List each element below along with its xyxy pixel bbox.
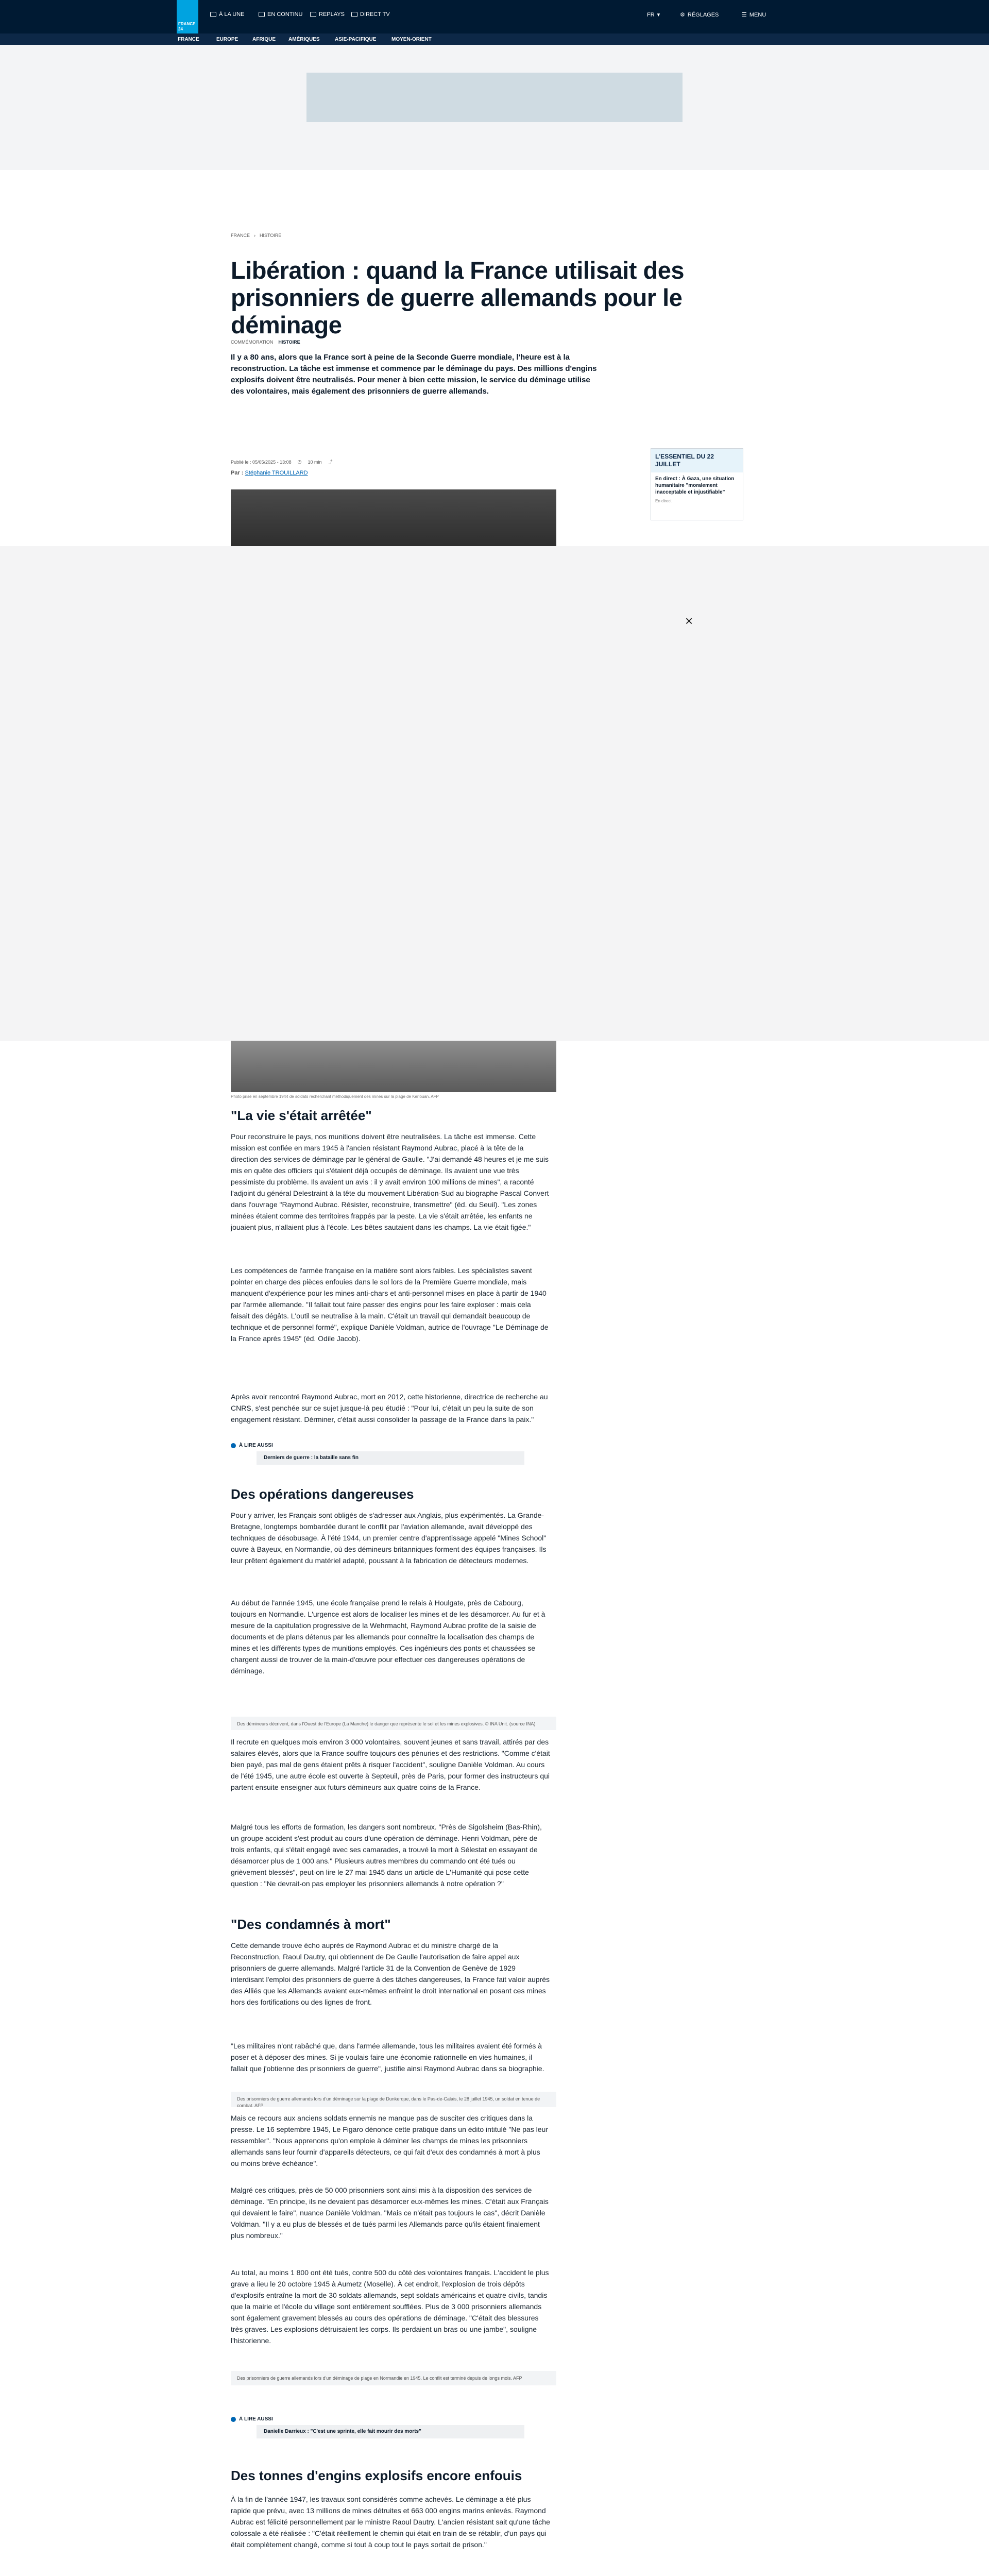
byline: Par : Stéphanie TROUILLARD <box>231 470 308 476</box>
publish-date: Publié le : 05/05/2025 - 13:08 <box>231 459 292 465</box>
photo-embed-caption: Des prisonniers de guerre allemands lors d'un déminage de plage en Normandie en 1945. Le conflit est terminé depuis de longs mois. AFP <box>231 2371 556 2385</box>
video-embed[interactable]: Des démineurs décrivent, dans l'Ouest de l'Europe (La Manche) le danger que représente le sol et les mines explosives. © INA Unit. (source INA) <box>231 1717 556 1730</box>
subnav-asie-pacifique[interactable]: ASIE-PACIFIQUE <box>335 37 377 42</box>
ad-area <box>0 45 989 170</box>
lire-aussi-link[interactable]: Danielle Darrieux : "C'est une sprinte, elle fait mourir des morts" <box>257 2425 524 2438</box>
nav-direct-tv[interactable]: DIRECT TV <box>351 11 390 18</box>
essentiel-card[interactable] <box>651 448 743 520</box>
author-link[interactable]: Stéphanie TROUILLARD <box>245 470 308 476</box>
heading-operations: Des opérations dangereuses <box>231 1486 414 1502</box>
menu-button[interactable]: ☰ MENU <box>742 11 766 18</box>
subnav-afrique[interactable]: AFRIQUE <box>252 37 276 42</box>
photo-embed-caption: Des prisonniers de guerre allemands lors d'un déminage sur la plage de Dunkerque, dans le Pas-de-Calais, le 28 juillet 1945, un soldat en tenue de combat. AFP <box>231 2092 556 2107</box>
paragraph: Cette demande trouve écho auprès de Raymond Aubrac et du ministre chargé de la Reconstruction, Raoul Dautry, qui obtiennent de De Gaulle l'autorisation de faire appel aux prisonniers de guerre allemands. Malgré l'article 31 de la Convention de Genève de 1929 interdisant l'emploi des prisonniers de guerre à des tâches dangereuses, la France fait valoir auprès des Alliés que les Allemands avaient eux-mêmes enfreint le droit international en posant ces mines hors des fortifications ou des lignes de front. <box>231 1941 550 2006</box>
breadcrumb-france[interactable]: FRANCE <box>231 233 250 238</box>
heading-vie-arretee: "La vie s'était arrêtée" <box>231 1108 372 1123</box>
subnav-ameriques[interactable]: AMÉRIQUES <box>288 37 320 42</box>
article-lead: Il y a 80 ans, alors que la France sort à peine de la Seconde Guerre mondiale, l'heure est à la reconstruction. La tâche est immense et commence par le déminage du pays. Des millions d'engins explosifs doivent être neutralisés. Pour mener à bien cette mission, le service du déminage utilise des volontaires, mais également des prisonniers de guerre allemands. <box>231 353 597 396</box>
paragraph: À la fin de l'année 1947, les travaux sont considérés comme achevés. Le déminage a été plus rapide que prévu, avec 13 millions de mines détruites et 663 000 engins marins enlevés. Raymond Aubrac est félicité personnellement par le ministre Raoul Dautry. L'ancien résistant sait qu'une tâche colossale a été réalisée : "C'était réellement le chemin qui était en train de se rétablir, d'un pays qui était complètement changé, comme si tout à coup tout le pays sortait de prison." <box>231 2495 550 2549</box>
region-navigation <box>0 33 989 45</box>
breadcrumb-histoire[interactable]: HISTOIRE <box>260 233 282 238</box>
lire-aussi-link[interactable]: Derniers de guerre : la bataille sans fin <box>257 1451 524 1465</box>
paragraph: Au début de l'année 1945, une école française prend le relais à Houlgate, près de Cabourg, toujours en Normandie. L'urgence est alors de localiser les mines et de les désamorcer. Au fur et à mesure de la capitulation progressive de la Wehrmacht, Raymond Aubrac profite de la saisie de documents et de plans détenus par les allemands pour connaître la localisation des champs de mines et les différents types de munitions employés. Ces ingénieurs des ponts et chaussées se chargent aussi de trouver de la main-d'œuvre pour effectuer ces dangereuses opérations de déminage. <box>231 1599 545 1675</box>
lire-aussi-block: À LIRE AUSSI Danielle Darrieux : "C'est une sprinte, elle fait mourir des morts" <box>231 2416 550 2438</box>
nav-en-continu[interactable]: EN CONTINU <box>259 11 302 18</box>
close-icon[interactable]: × <box>685 613 693 629</box>
plus-icon <box>231 2417 236 2422</box>
article-photo-bottom <box>231 1041 556 1092</box>
gear-icon: ⚙ <box>680 12 685 18</box>
paragraph: Après avoir rencontré Raymond Aubrac, mort en 2012, cette historienne, directrice de recherche au CNRS, s'est penchée sur ce sujet jusque-là peu étudié : "Pour lui, c'était un peu la suite de son engagement résistant. Dérminer, c'était aussi consolider la passage de la France dans la paix." <box>231 1393 548 1423</box>
paragraph: Malgré tous les efforts de formation, les dangers sont nombreux. "Près de Sigolsheim (Bas-Rhin), un groupe accident s'est produit au cours d'une opération de déminage. Henri Voldman, père de trois enfants, qui s'était engagé avec ses camarades, a trouvé la mort à Sélestat en essayant de désamorcer plus de 1 000 ans." Plusieurs autres membres du commando ont été tués ou grièvement blessés", peut-on lire le 27 mai 1945 dans un article de L'Humanité qui pose cette question : "Ne devrait-on pas employer les prisonniers allemands à notre opération ?" <box>231 1823 542 1888</box>
paragraph: Mais ce recours aux anciens soldats ennemis ne manque pas de susciter des critiques dans la presse. Le 16 septembre 1945, Le Figaro dénonce cette pratique dans un édito intitulé "Ne pas leur ressembler". "Nous apprenons qu'on emploie à déminer les champs de mines les prisonniers allemands sans leur fournir d'appareils détecteurs, ce qui fait d'eux des condamnés à mort à plus ou moins brève échéance". <box>231 2114 548 2167</box>
breadcrumb: FRANCE › HISTOIRE <box>231 233 282 238</box>
top-navigation-bar <box>0 0 989 33</box>
photo-caption: Photo prise en septembre 1944 de soldats recherchant méthodiquement des mines sur la plage de Kerlouan. AFP <box>231 1094 439 1099</box>
label-histoire[interactable]: HISTOIRE <box>278 340 300 345</box>
paragraph: Les compétences de l'armée française en la matière sont alors faibles. Les spécialistes savent pointer en charge des pièces enfouies dans le sol lors de la Première Guerre mondiale, mais manquent d'expérience pour les mines anti-chars et anti-personnel mises en place à partir de 1940 par l'armée allemande. "Il fallait tout faire passer des engins pour les faire exploser : mais cela faisait des dégâts. L'outil se neutralise à la main. C'était un travail qui demandait beaucoup de technique et de personnel formé", explique Danièle Voldman, autrice de l'ouvrage "Le Déminage de la France après 1945" (éd. Odile Jacob). <box>231 1266 549 1343</box>
subnav-europe[interactable]: EUROPE <box>216 37 238 42</box>
tv-icon <box>351 12 357 17</box>
settings-button[interactable]: ⚙ RÉGLAGES <box>680 11 719 18</box>
clock-icon: ◷ <box>297 459 302 464</box>
article-meta <box>231 459 447 465</box>
article-labels <box>231 340 300 345</box>
video-overlay <box>0 546 989 1041</box>
list-icon <box>259 12 265 17</box>
heading-condamnes: "Des condamnés à mort" <box>231 1917 391 1932</box>
essentiel-tag: En direct <box>655 499 672 503</box>
paragraph: Pour y arriver, les Français sont obligés de s'adresser aux Anglais, plus expérimentés. La Grande-Bretagne, longtemps bombardée durant le conflit par l'aviation allemande, avait développé des techniques de désobusage. À l'été 1944, un premier centre d'apprentissage appelé "Mines School" ouvre à Bayeux, en Normandie, où des démineurs britanniques forment des équipes françaises. Ils leur prêtent également du matériel adapté, poussant à la fabrication de détecteurs modernes. <box>231 1511 547 1565</box>
subnav-moyen-orient[interactable]: MOYEN-ORIENT <box>391 37 432 42</box>
home-icon <box>210 12 216 17</box>
share-icon[interactable]: ⤴ <box>328 460 333 465</box>
subnav-france[interactable]: FRANCE <box>178 37 199 42</box>
menu-icon: ☰ <box>742 12 747 18</box>
essentiel-text[interactable]: En direct : À Gaza, une situation humanitaire "moralement inacceptable et injustifiable" <box>655 476 735 495</box>
lire-aussi-block: À LIRE AUSSI Derniers de guerre : la bataille sans fin <box>231 1443 550 1465</box>
nav-a-la-une[interactable]: À LA UNE <box>210 11 245 18</box>
heading-tonnes: Des tonnes d'engins explosifs encore enfouis <box>231 2468 522 2483</box>
france24-logo[interactable]: FRANCE 24 <box>177 0 198 33</box>
essentiel-title: L'ESSENTIEL DU 22 JUILLET <box>651 449 743 472</box>
plus-icon <box>231 1443 236 1448</box>
paragraph: "Les militaires n'ont rabâché que, dans l'armée allemande, tous les militaires avaient été formés à poser et à déposer des mines. Si je voulais faire une économie rationnelle en vies humaines, il fallait que j'obtienne des prisonniers de guerre", justifie ainsi Raymond Aubrac dans sa biographie. <box>231 2042 544 2073</box>
paragraph: Malgré ces critiques, près de 50 000 prisonniers sont ainsi mis à la disposition des services de déminage. "En principe, ils ne devaient pas désamorcer eux-mêmes les mines. C'était aux Français qui devaient le faire", nuance Danièle Voldman. "Mais ce n'était pas toujours le cas", décrit Danièle Voldman. "Il y a eu plus de blessés et de tués parmi les Allemands parce qu'ils étaient finalement plus nombreux." <box>231 2186 549 2240</box>
paragraph: Il recrute en quelques mois environ 3 000 volontaires, souvent jeunes et sans travail, attirés par des salaires élevés, alors que la France souffre toujours des pénuries et des restrictions. "Comme c'était bien payé, pas mal de gens étaient prêts à risquer l'accident", souligne Danièle Voldman. Au cours de l'été 1945, une autre école est ouverte à Septeuil, près de Paris, pour former des instructeurs qui partent ensuite enseigner aux futurs démineurs aux quatre coins de la France. <box>231 1738 550 1791</box>
paragraph: Au total, au moins 1 800 ont été tués, contre 500 du côté des volontaires français. L'accident le plus grave a lieu le 20 octobre 1945 à Aumetz (Moselle). À cet endroit, l'explosion de trois dépôts d'explosifs entraîne la mort de 30 soldats allemands, sept soldats américains et quatre civils, tandis que la mairie et l'école du village sont entièrement soufflées. Plus de 3 000 prisonniers allemands sont également gravement blessés au cours des opérations de déminage. "C'était des blessures très graves. Les explosions détruisaient les corps. Ils perdaient un bras ou une jambe", souligne l'historienne. <box>231 2268 549 2345</box>
ad-banner[interactable] <box>306 73 683 122</box>
article-main-photo <box>231 489 556 546</box>
replay-icon <box>310 12 316 17</box>
read-time: 10 min <box>308 459 322 465</box>
language-selector[interactable]: FR ▾ <box>647 11 660 18</box>
paragraph: Pour reconstruire le pays, nos munitions doivent être neutralisées. La tâche est immense. Cette mission est confiée en mars 1945 à l'ancien résistant Raymond Aubrac, placé à la tête de la direction des services de déminage par le général de Gaulle. "J'ai demandé 48 heures et je me suis mis en quête des officiers qui s'étaient déjà occupés de déminage. Ils avaient une vue très pessimiste du problème. Ils avaient un avis : il y avait environ 100 millions de mines", a raconté l'adjoint du général Delestraint à la tête du mouvement Libération-Sud au biographe Pascal Convert dans l'ouvrage "Raymond Aubrac. Résister, reconstruire, transmettre" (éd. du Seuil). "Les zones minées étaient comme des territoires frappés par la peste. La vie s'était arrêtée, les enfants ne jouaient plus, n'allaient plus à l'école. Les bêtes sautaient dans les champs. La vie était figée." <box>231 1132 549 1231</box>
page-title: Libération : quand la France utilisait des prisonniers de guerre allemands pour le déminage <box>231 257 684 338</box>
nav-replays[interactable]: REPLAYS <box>310 11 345 18</box>
label-commemoration[interactable]: COMMÉMORATION <box>231 340 274 345</box>
chevron-down-icon: ▾ <box>657 12 660 18</box>
